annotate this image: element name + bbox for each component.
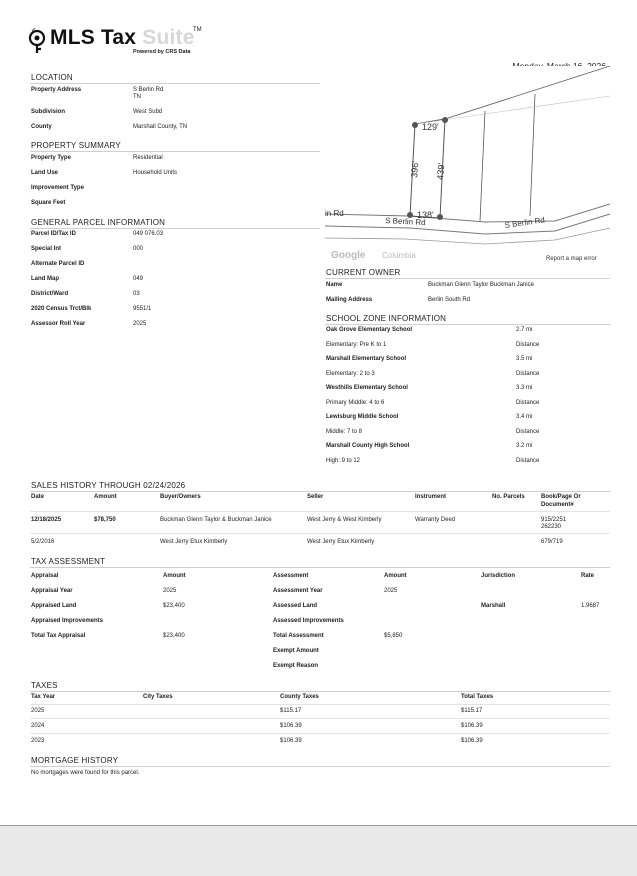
school-name: Marshall Elementary School	[326, 356, 407, 362]
location-label: Subdivision	[31, 109, 66, 115]
location-title: LOCATION	[31, 73, 73, 82]
appraisal-label: Appraised Improvements	[31, 618, 104, 624]
mortgage-message: No mortgages were found for this parcel.	[31, 770, 140, 776]
school-distance: 3.2 mi	[516, 443, 533, 449]
property-value: Household Units	[133, 170, 178, 176]
divider	[30, 228, 320, 229]
parcel-label: District/Ward	[31, 291, 69, 297]
owner-label: Name	[326, 282, 343, 288]
divider	[325, 278, 610, 279]
location-value: West Subd	[133, 109, 163, 115]
report-map-error-link: Report a map error	[546, 256, 597, 262]
sale-book: 679/719	[541, 539, 563, 545]
school-distance-label: Distance	[516, 342, 540, 348]
parcel-label: Assessor Roll Year	[31, 321, 86, 327]
sale-book: 915/2251	[541, 517, 567, 523]
divider	[30, 704, 610, 705]
parcel-label: 2020 Census Trct/Blk	[31, 306, 92, 312]
school-name: Westhills Elementary School	[326, 385, 408, 391]
assessment-header: Amount	[163, 573, 186, 579]
owner-value: Berlin South Rd	[428, 297, 471, 303]
taxes-header-city: City Taxes	[143, 694, 173, 700]
school-grades: Primary Middle: 4 to 6	[326, 400, 385, 406]
school-distance-label: Distance	[516, 400, 540, 406]
taxes-title: TAXES	[31, 681, 58, 690]
sales-header-book: Book/Page Or	[541, 494, 581, 500]
assessment-header: Rate	[581, 573, 595, 579]
sale-buyer: West Jerry Etux Kimberly	[160, 539, 228, 545]
taxes-header-year: Tax Year	[31, 694, 56, 700]
logo-powered-by: Powered by CRS Data	[133, 49, 191, 55]
road-label: S Berlin Rd	[504, 215, 546, 230]
parcel-value: 9551/1	[133, 306, 152, 312]
assessment-label: Assessed Improvements	[273, 618, 344, 624]
road-edge	[325, 228, 610, 244]
sale-buyer: Buckman Glenn Taylor & Buckman Janice	[160, 517, 272, 523]
tax-assessment-title: TAX ASSESSMENT	[31, 557, 106, 566]
sale-date: 12/18/2025	[31, 517, 62, 523]
logo-trademark: TM	[193, 27, 202, 33]
owner-value: Buckman Glenn Taylor Buckman Janice	[428, 282, 534, 288]
school-grades: Middle: 7 to 8	[326, 429, 363, 435]
assessment-header: Amount	[384, 573, 407, 579]
school-grades: Elementary: 2 to 3	[326, 371, 375, 377]
parcel-label: Parcel ID/Tax ID	[31, 231, 76, 237]
divider	[325, 324, 610, 325]
parcel-corner-marker	[437, 214, 443, 220]
assessment-header: Jurisdiction	[481, 573, 516, 579]
parcel-value: 03	[133, 291, 140, 297]
dimension-label: 439'	[435, 162, 447, 181]
dimension-label: 396'	[409, 160, 421, 179]
school-distance-label: Distance	[516, 429, 540, 435]
rate-value: 1.9687	[581, 603, 600, 609]
current-owner-title: CURRENT OWNER	[326, 268, 401, 277]
owner-label: Mailing Address	[326, 297, 373, 303]
taxes-header-county: County Taxes	[280, 694, 319, 700]
road-label: S Berlin Rd	[384, 216, 426, 228]
logo-text: MLS Tax Suite	[50, 26, 195, 49]
key-pin-icon	[26, 28, 48, 54]
assessment-label: Assessed Land	[273, 603, 318, 609]
tax-county: $106.39	[280, 723, 302, 729]
school-distance-label: Distance	[516, 458, 540, 464]
tax-year: 2025	[31, 708, 45, 714]
tax-total: $106.39	[461, 723, 483, 729]
page-bottom-band	[0, 826, 637, 876]
school-zone-title: SCHOOL ZONE INFORMATION	[326, 314, 447, 323]
divider	[30, 83, 320, 84]
parcel-label: Special Int	[31, 246, 62, 252]
jurisdiction-value: Marshall	[481, 603, 506, 609]
assessment-label: Exempt Reason	[273, 663, 319, 669]
parcel-map-drawing	[325, 66, 610, 264]
assessment-label: Assessment Year	[273, 588, 323, 594]
tax-county: $115.17	[280, 708, 302, 714]
appraisal-value: 2025	[163, 588, 177, 594]
road-label: in Rd	[325, 209, 344, 218]
map-place-label: Columbia	[382, 251, 416, 260]
sale-seller: West Jerry & West Kimberly	[307, 517, 382, 523]
assessment-value: 2025	[384, 588, 398, 594]
tax-total: $106.39	[461, 738, 483, 744]
sale-amount: $78,750	[94, 517, 116, 523]
location-label: County	[31, 124, 52, 130]
sales-history-title: SALES HISTORY THROUGH 02/24/2026	[31, 481, 186, 490]
parcel-corner-marker	[412, 122, 418, 128]
road-edge	[325, 204, 610, 222]
appraisal-label: Appraised Land	[31, 603, 77, 609]
school-distance-label: Distance	[516, 371, 540, 377]
general-parcel-title: GENERAL PARCEL INFORMATION	[31, 218, 166, 227]
appraisal-label: Total Tax Appraisal	[31, 633, 86, 639]
parcel-line	[530, 94, 535, 216]
parcel-value: 049 076.03	[133, 231, 164, 237]
sales-header-amount: Amount	[94, 494, 117, 500]
parcel-value: 000	[133, 246, 144, 252]
appraisal-value: $23,400	[163, 633, 185, 639]
sales-header-parcels: No. Parcels	[492, 494, 525, 500]
parcel-corner-marker	[442, 117, 448, 123]
divider	[30, 491, 610, 492]
taxes-header-total: Total Taxes	[461, 694, 494, 700]
school-distance: 3.5 mi	[516, 356, 533, 362]
sales-header-date: Date	[31, 494, 45, 500]
assessment-header: Appraisal	[31, 573, 59, 579]
divider	[30, 511, 610, 512]
school-grades: Elementary: Pre K to 1	[326, 342, 387, 348]
appraisal-label: Appraisal Year	[31, 588, 73, 594]
school-name: Lewisburg Middle School	[326, 414, 399, 420]
assessment-value: $5,850	[384, 633, 403, 639]
dimension-label: 129'	[422, 122, 439, 132]
divider	[30, 533, 610, 534]
sales-header-instrument: Instrument	[415, 494, 447, 500]
sale-instrument: Warranty Deed	[415, 517, 456, 523]
location-value-line2: TN	[133, 94, 141, 100]
school-distance: 3.4 mi	[516, 414, 533, 420]
sale-seller: West Jerry Etux Kimberly	[307, 539, 375, 545]
property-label: Property Type	[31, 155, 71, 161]
location-label: Property Address	[31, 87, 82, 93]
parcel-label: Land Map	[31, 276, 59, 282]
location-value: Marshall County, TN	[133, 124, 188, 130]
divider	[30, 691, 610, 692]
tax-total: $115.17	[461, 708, 483, 714]
school-distance: 2.7 mi	[516, 327, 533, 333]
parcel-label: Alternate Parcel ID	[31, 261, 85, 267]
divider	[30, 733, 610, 734]
map-provider-logo: Google	[331, 250, 366, 261]
divider	[30, 151, 320, 152]
parcel-line	[445, 66, 610, 119]
property-label: Square Feet	[31, 200, 66, 206]
assessment-header: Assessment	[273, 573, 309, 579]
property-value: Residential	[133, 155, 163, 161]
parcel-value: 049	[133, 276, 144, 282]
school-name: Oak Grove Elementary School	[326, 327, 413, 333]
divider	[30, 567, 610, 568]
property-label: Improvement Type	[31, 185, 84, 191]
parcel-map[interactable]	[325, 66, 610, 264]
sales-header-document: Document#	[541, 502, 574, 508]
school-distance: 3.3 mi	[516, 385, 533, 391]
divider	[30, 718, 610, 719]
sales-header-buyer: Buyer/Owners	[160, 494, 201, 500]
tax-year: 2024	[31, 723, 45, 729]
parcel-value: 2025	[133, 321, 147, 327]
appraisal-value: $23,400	[163, 603, 185, 609]
assessment-label: Exempt Amount	[273, 648, 319, 654]
school-grades: High: 9 to 12	[326, 458, 361, 464]
property-label: Land Use	[31, 170, 59, 176]
sale-date: 5/2/2016	[31, 539, 55, 545]
school-name: Marshall County High School	[326, 443, 410, 449]
mortgage-history-title: MORTGAGE HISTORY	[31, 756, 119, 765]
assessment-label: Total Assessment	[273, 633, 324, 639]
dimension-label: 138'	[417, 210, 434, 220]
parcel-line	[480, 111, 485, 221]
divider	[30, 766, 610, 767]
sale-document: 262230	[541, 524, 562, 530]
tax-year: 2023	[31, 738, 45, 744]
tax-county: $106.39	[280, 738, 302, 744]
property-summary-title: PROPERTY SUMMARY	[31, 141, 121, 150]
sales-header-seller: Seller	[307, 494, 324, 500]
location-value: S Berlin Rd	[133, 87, 164, 93]
